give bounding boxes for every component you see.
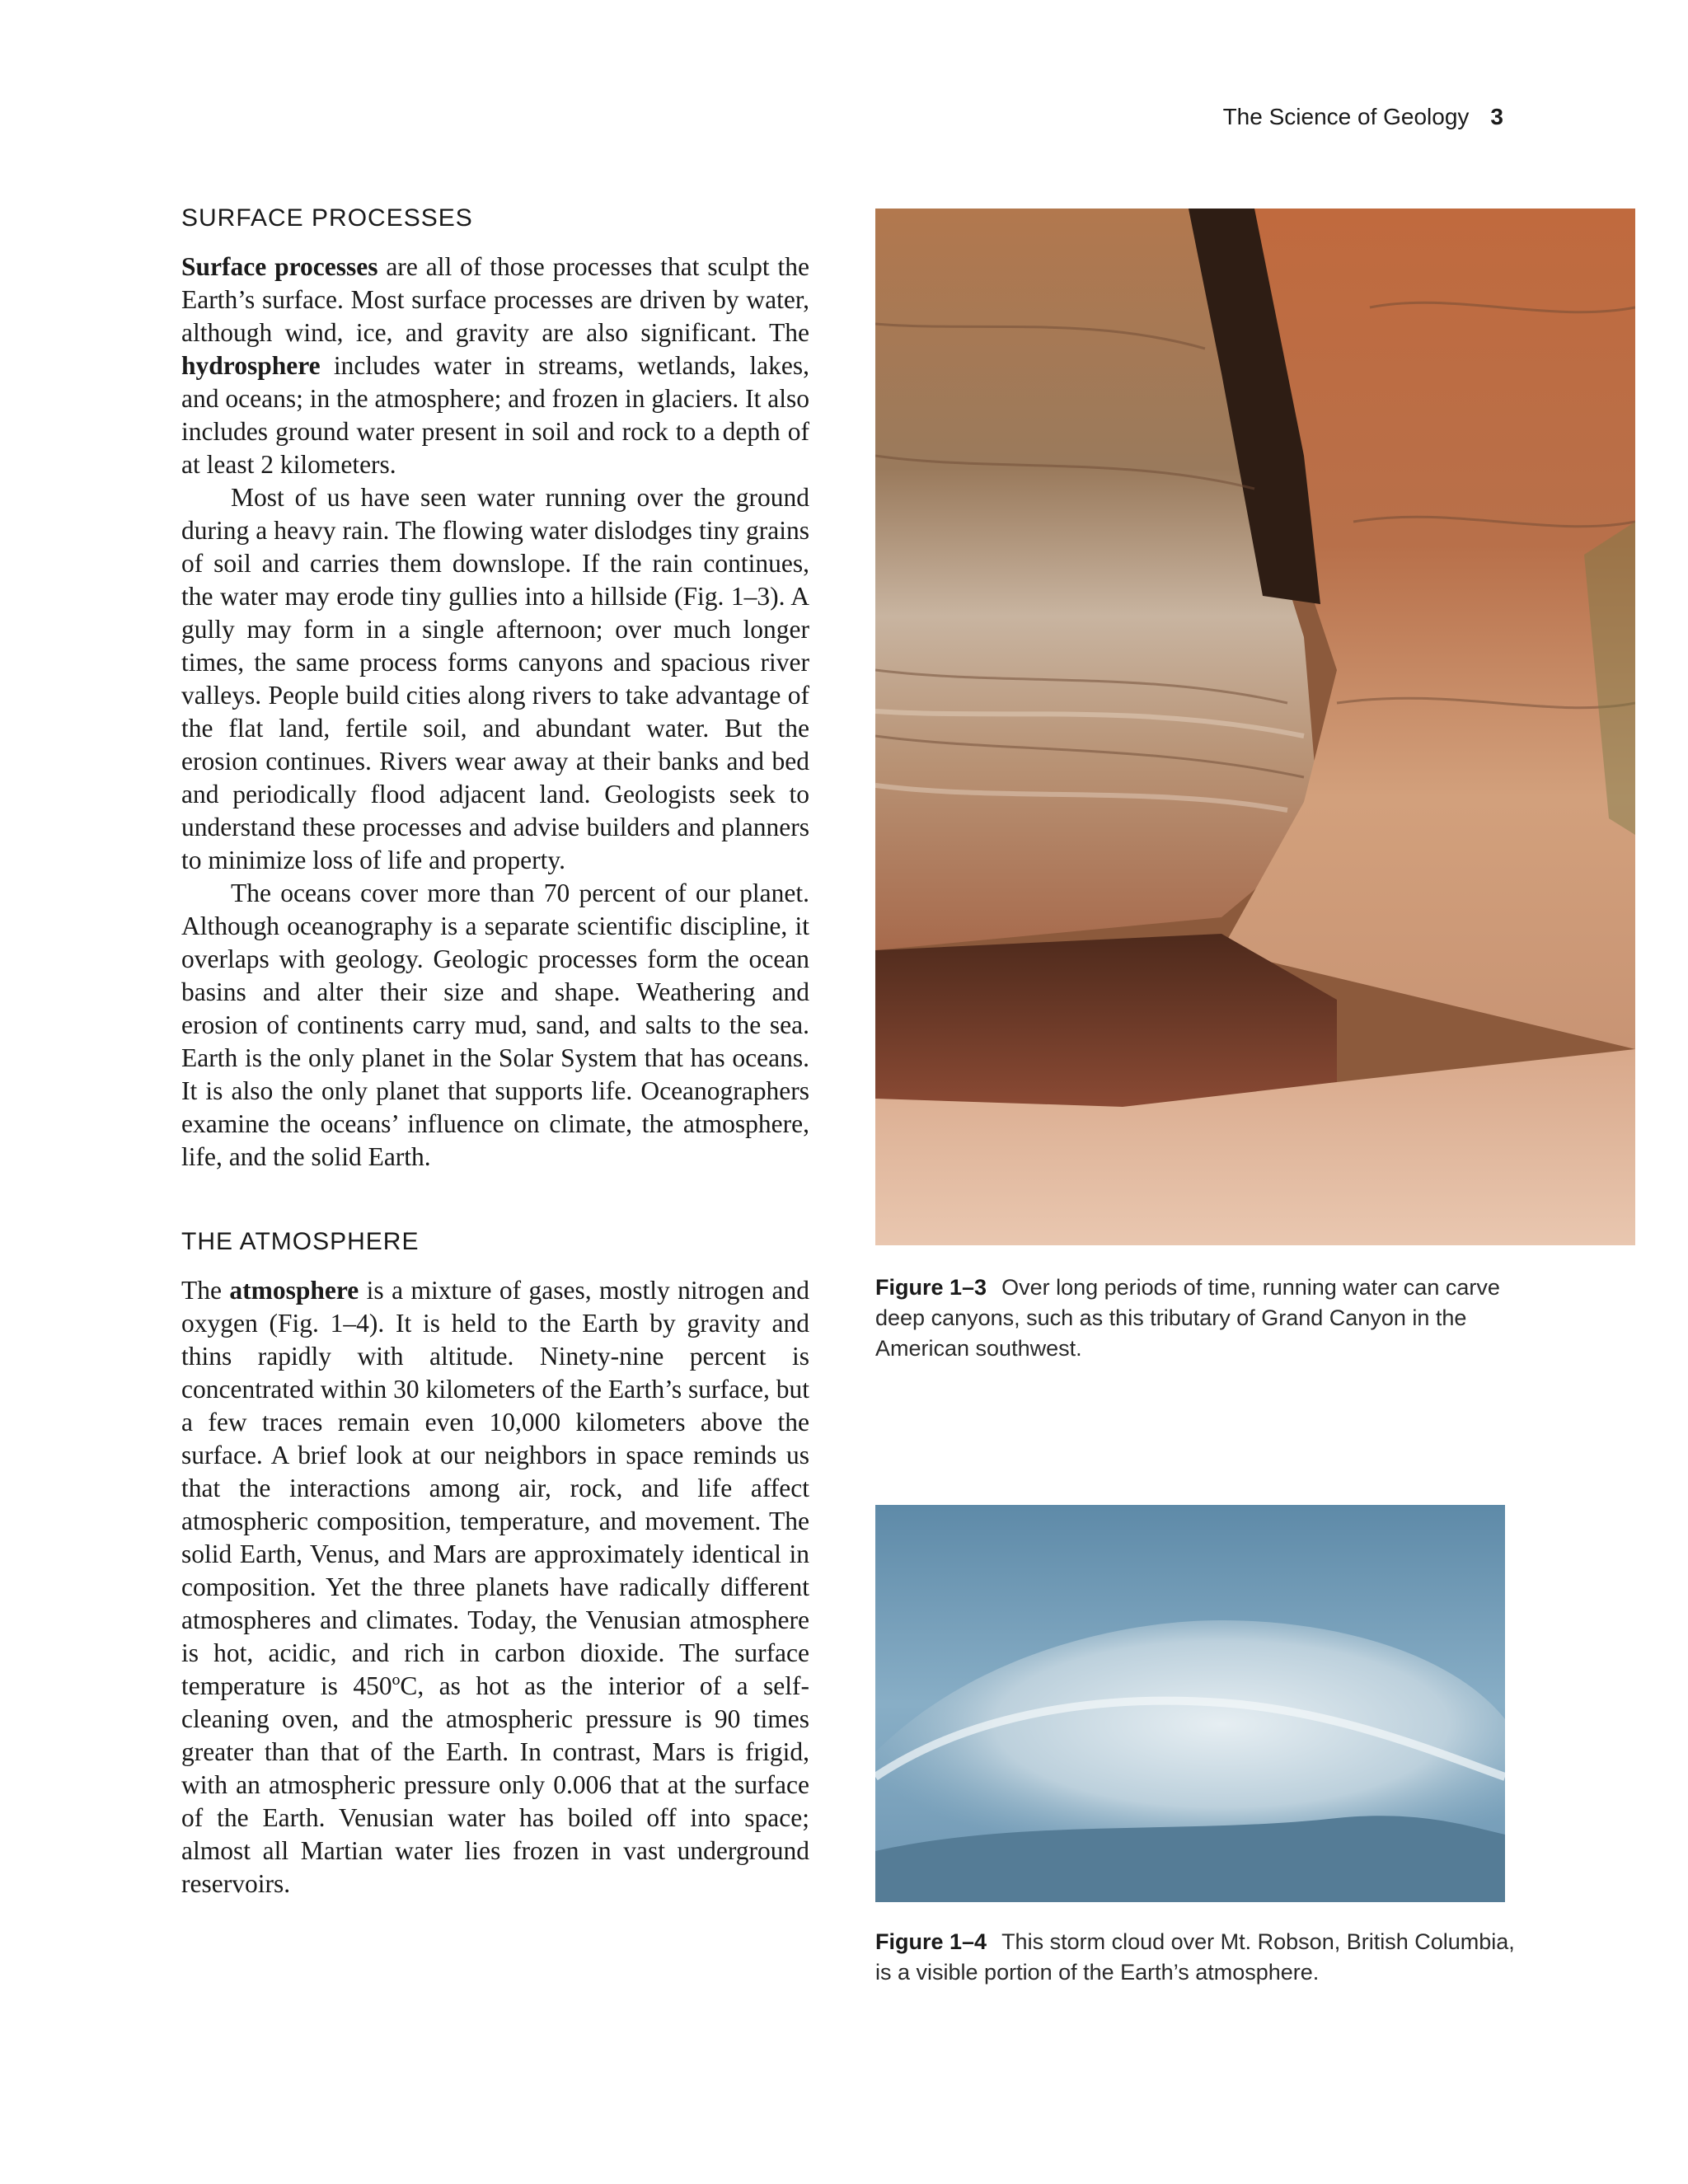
paragraph: The oceans cover more than 70 percent of our planet. Although oceanography is a separate scientific discipline, it overlaps with geology. Geologic processes form the ocean basins and alter their size and shape. Weathering and erosion of continents carry mud, sand, and salts to the sea. Earth is the only planet in the Solar System that has oceans. It is also the only planet that supports life. Oceanographers examine the oceans’ influence on climate, the atmosphere, life, and the solid Earth.: [181, 879, 809, 1171]
caption-text: This storm cloud over Mt. Robson, British Columbia, is a visible portion of the Earth’s atmosphere.: [875, 1929, 1515, 1985]
key-term: Surface processes: [181, 252, 378, 281]
storm-cloud-photo: [875, 1505, 1505, 1902]
figure-label: Figure 1–4: [875, 1929, 987, 1954]
key-term: atmosphere: [229, 1276, 359, 1305]
figure-caption: [875, 1927, 1518, 1988]
paragraph-text: are all of those processes that sculpt the Earth’s surface. Most surface processes are driven by water, although wind, ice, and gravity are also significant. The: [181, 252, 809, 347]
running-head: [1223, 104, 1503, 130]
figure-caption: [875, 1272, 1518, 1364]
cloud-illustration: [875, 1505, 1505, 1902]
key-term: hydrosphere: [181, 351, 321, 380]
paragraph-text: is a mixture of gases, mostly nitrogen and oxygen (Fig. 1–4). It is held to the Earth by gravity and thins rapidly with altitude. Ninety-nine percent is concentrated within 30 kilometers of the Earth’s surface, but a few traces remain even 10,000 kilometers above the surface. A brief look at our neighbors in space reminds us that the interactions among air, rock, and life affect atmospheric composition, temperature, and movement. The solid Earth, Venus, and Mars are approximately identical in composition. Yet the three planets have radically different atmospheres and climates. Today, the Venusian atmosphere is hot, acidic, and rich in carbon dioxide. The surface temperature is 450ºC, as hot as the interior of a self-cleaning oven, and the atmospheric pressure is 90 times greater than that of the Earth. In contrast, Mars is frigid, with an atmospheric pressure only 0.006 that at the surface of the Earth. Venusian water has boiled off into space; almost all Martian water lies frozen in vast underground reservoirs.: [181, 1276, 809, 1898]
figure-label: Figure 1–3: [875, 1275, 987, 1300]
paragraph-text: The: [181, 1276, 230, 1305]
running-title: The Science of Geology: [1222, 104, 1470, 129]
page-number: 3: [1490, 104, 1503, 129]
paragraph-text: includes water in streams, wetlands, lakes, and oceans; in the atmosphere; and frozen in glaciers. It also includes ground water present in soil and rock to a depth of at least 2 kilometers.: [181, 351, 809, 479]
caption-text: Over long periods of time, running water can carve deep canyons, such as this tributary of Grand Canyon in the American southwest.: [875, 1275, 1500, 1361]
paragraph: [181, 1274, 809, 1900]
canyon-illustration: [875, 209, 1635, 1245]
paragraph: Most of us have seen water running over the ground during a heavy rain. The flowing water dislodges tiny grains of soil and carries them downslope. If the rain continues, the water may erode tiny gullies into a hillside (Fig. 1–3). A gully may form in a single afternoon; over much longer times, the same process forms canyons and spacious river valleys. People build cities along rivers to take advantage of the flat land, fertile soil, and abundant water. But the erosion continues. Rivers wear away at their banks and bed and periodically flood adjacent land. Geologists seek to understand these processes and advise builders and planners to minimize loss of life and property.: [181, 483, 809, 874]
section-heading-atmosphere: THE ATMOSPHERE: [181, 1228, 420, 1255]
text-column: [181, 204, 809, 1900]
paragraph: [181, 251, 809, 481]
section-heading-surface-processes: SURFACE PROCESSES: [181, 204, 473, 232]
canyon-photo: [875, 209, 1635, 1245]
